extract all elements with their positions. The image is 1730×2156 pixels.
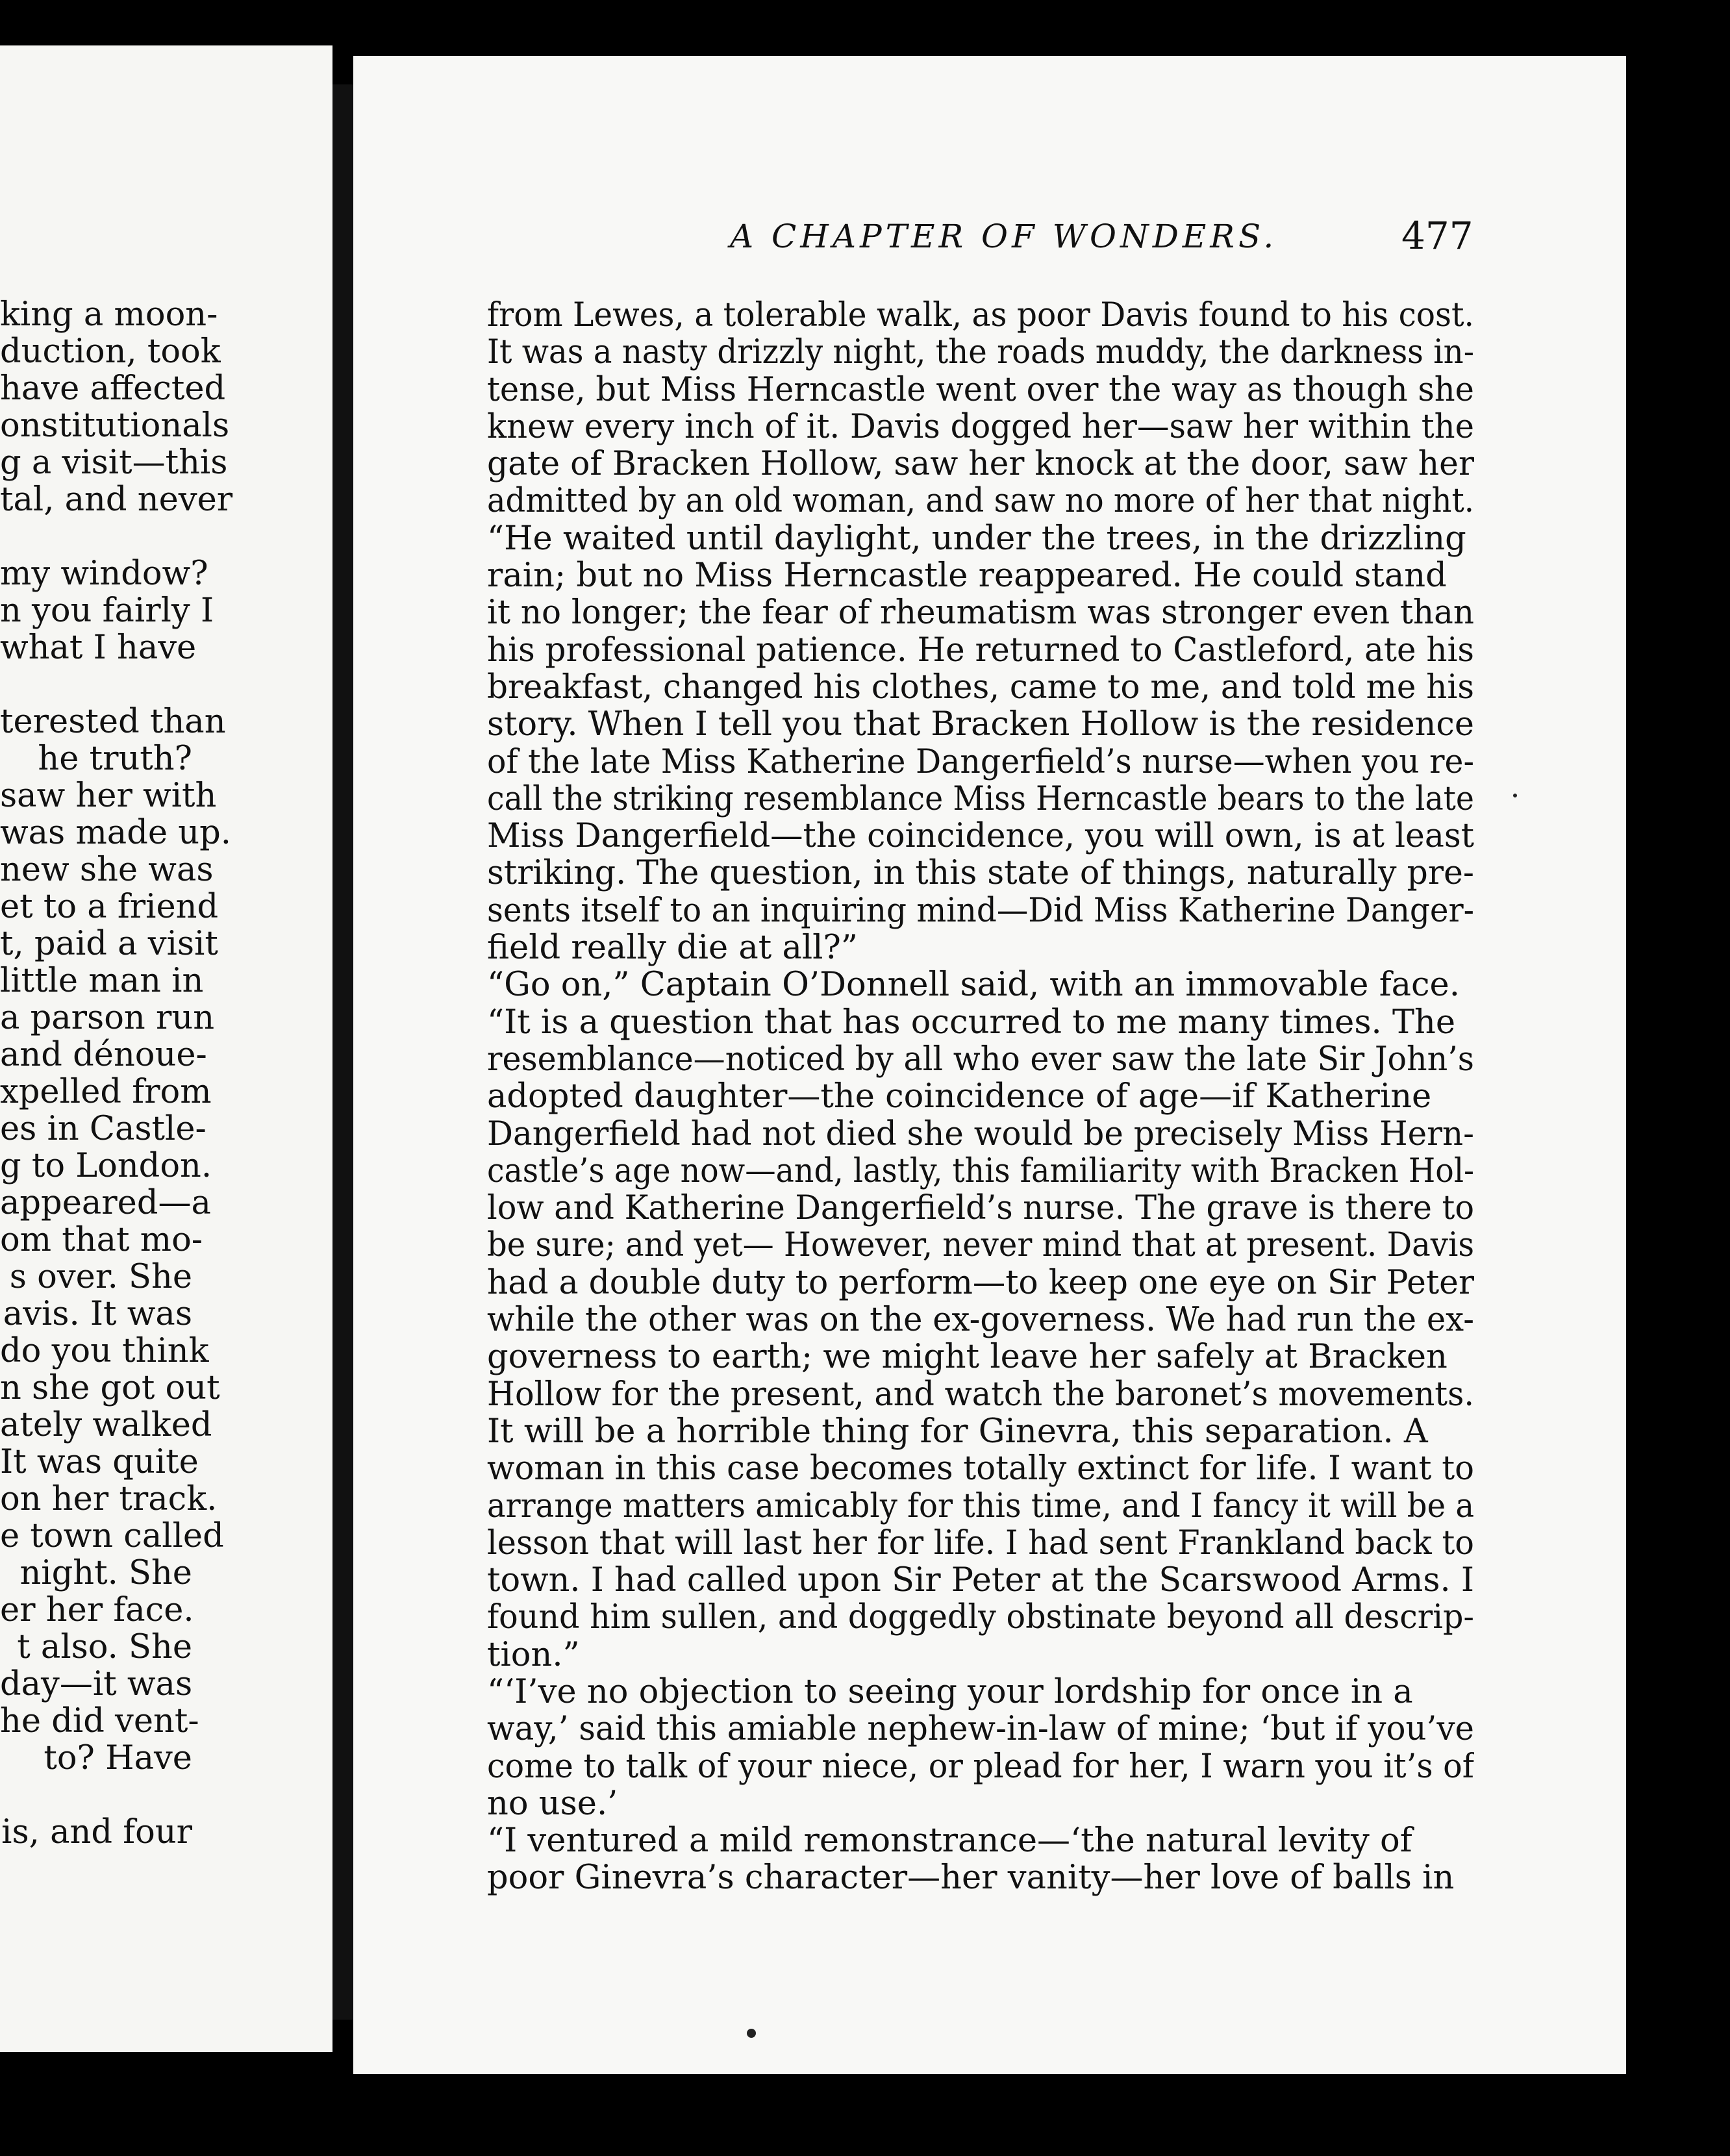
left-page-line: es in Castle- (0, 1110, 207, 1148)
left-page-line: s over. She (9, 1258, 192, 1296)
left-page-line: n you fairly I (0, 592, 214, 630)
left-page-line: night. She (19, 1554, 192, 1592)
text-line: town. I had called upon Sir Peter at the Scarswood Arms. I (487, 1562, 1474, 1599)
left-page-line: xpelled from (0, 1073, 212, 1111)
left-page-line: t, paid a visit (0, 925, 218, 963)
text-line: resemblance—noticed by all who ever saw the late Sir John’s (487, 1040, 1474, 1079)
text-line: of the late Miss Katherine Dangerfield’s nurse—when you re- (487, 743, 1474, 781)
text-line: “He waited until daylight, under the trees, in the drizzling (487, 520, 1466, 558)
left-page-line: appeared—a (0, 1184, 211, 1222)
left-page (0, 45, 332, 2052)
text-line: story. When I tell you that Bracken Hollow is the residence (487, 706, 1474, 744)
text-line: “‘I’ve no objection to seeing your lordship for once in a (487, 1673, 1413, 1711)
text-line: It will be a horrible thing for Ginevra, this separation. A (487, 1412, 1428, 1451)
left-page-line: on her track. (0, 1480, 218, 1518)
text-line: Miss Dangerfield—the coincidence, you will own, is at least (487, 818, 1474, 855)
left-page-line: what I have (0, 629, 197, 667)
left-page-line: a parson run (0, 999, 215, 1037)
text-line: had a double duty to perform—to keep one eye on Sir Peter (487, 1264, 1474, 1302)
left-page-line: om that mo- (0, 1221, 203, 1259)
left-page-line: terested than (0, 703, 226, 741)
text-line: “It is a question that has occurred to me many times. The (487, 1003, 1456, 1041)
text-line: admitted by an old woman, and saw no more of her that night. (487, 483, 1474, 520)
left-page-line: little man in (0, 962, 204, 1000)
page-speck (1513, 794, 1517, 797)
text-line: come to talk of your niece, or plead for her, I warn you it’s of (487, 1748, 1474, 1785)
left-page-line: he did vent- (0, 1702, 199, 1740)
text-line: “I ventured a mild remonstrance—‘the natural levity of (487, 1822, 1412, 1860)
text-line: while the other was on the ex-governess. We had run the ex- (487, 1301, 1474, 1339)
left-page-line: saw her with (0, 777, 217, 815)
text-line: lesson that will last her for life. I had sent Frankland back to (487, 1524, 1474, 1562)
text-line: knew every inch of it. Davis dogged her—saw her within the (487, 408, 1474, 446)
text-line: governess to earth; we might leave her safely at Bracken (487, 1338, 1448, 1376)
left-page-line: and dénoue- (0, 1036, 207, 1074)
left-page-line: e town called (0, 1517, 224, 1555)
left-page-line: It was quite (0, 1443, 199, 1481)
left-page-line: ately walked (0, 1406, 212, 1444)
left-page-line: to? Have (44, 1739, 192, 1777)
text-line: found him sullen, and doggedly obstinate beyond all descrip- (487, 1599, 1474, 1636)
left-page-line: g to London. (0, 1147, 212, 1185)
left-page-line: g a visit—this (0, 444, 228, 482)
text-line: tense, but Miss Herncastle went over the way as though she (487, 371, 1474, 408)
text-line: striking. The question, in this state of things, naturally pre- (487, 855, 1474, 892)
text-line: arrange matters amicably for this time, and I fancy it will be a (487, 1487, 1474, 1525)
page-number: 477 (1401, 214, 1473, 258)
text-line: call the striking resemblance Miss Herncastle bears to the late (487, 780, 1474, 818)
running-header-title: A CHAPTER OF WONDERS. (730, 218, 1278, 255)
text-line: “Go on,” Captain O’Donnell said, with an immovable face. (487, 966, 1460, 1004)
text-line: gate of Bracken Hollow, saw her knock at the door, saw her (487, 445, 1474, 483)
text-line: tion.” (487, 1636, 580, 1673)
left-page-line: is, and four (1, 1813, 192, 1851)
page-speck (747, 2029, 756, 2038)
left-page-line: day—it was (0, 1665, 193, 1703)
left-page-line: et to a friend (0, 888, 219, 926)
text-line: adopted daughter—the coincidence of age—if Katherine (487, 1078, 1432, 1116)
left-page-line: my window? (0, 555, 208, 593)
text-line: It was a nasty drizzly night, the roads muddy, the darkness in- (487, 334, 1474, 371)
text-line: field really die at all?” (487, 929, 858, 967)
text-line: rain; but no Miss Herncastle reappeared. He could stand (487, 557, 1447, 595)
left-page-line: n she got out (0, 1369, 220, 1407)
left-page-line: king a moon- (0, 295, 218, 334)
text-line: be sure; and yet— However, never mind that at present. Davis (487, 1227, 1474, 1264)
text-line: his professional patience. He returned to Castleford, ate his (487, 631, 1474, 669)
text-line: way,’ said this amiable nephew-in-law of mine; ‘but if you’ve (487, 1711, 1474, 1748)
left-page-line: was made up. (0, 814, 231, 852)
text-line: no use.’ (487, 1785, 618, 1823)
right-page (353, 56, 1626, 2074)
left-page-line: er her face. (0, 1591, 194, 1629)
text-line: woman in this case becomes totally extinct for life. I want to (487, 1450, 1474, 1488)
left-page-line: onstitutionals (0, 407, 230, 445)
left-page-line: avis. It was (3, 1295, 192, 1333)
text-line: poor Ginevra’s character—her vanity—her love of balls in (487, 1859, 1455, 1897)
book-gutter (332, 84, 353, 2020)
text-line: Dangerfield had not died she would be precisely Miss Hern- (487, 1115, 1474, 1153)
text-line: low and Katherine Dangerfield’s nurse. The grave is there to (487, 1190, 1474, 1227)
body-text (487, 297, 1474, 1897)
left-page-line: do you think (0, 1332, 209, 1370)
left-page-line: he truth? (38, 740, 192, 778)
text-line: from Lewes, a tolerable walk, as poor Davis found to his cost. (487, 297, 1474, 334)
left-page-line: have affected (0, 370, 226, 408)
text-line: sents itself to an inquiring mind—Did Miss Katherine Danger- (487, 892, 1474, 930)
text-line: castle’s age now—and, lastly, this familiarity with Bracken Hol- (487, 1152, 1474, 1190)
left-page-line: t also. She (17, 1628, 192, 1666)
text-line: breakfast, changed his clothes, came to me, and told me his (487, 668, 1474, 707)
left-page-line: tal, and never (0, 481, 233, 519)
left-page-line: new she was (0, 851, 214, 889)
text-line: it no longer; the fear of rheumatism was stronger even than (487, 594, 1474, 632)
text-line: Hollow for the present, and watch the baronet’s movements. (487, 1375, 1474, 1413)
left-page-line: duction, took (0, 332, 221, 371)
